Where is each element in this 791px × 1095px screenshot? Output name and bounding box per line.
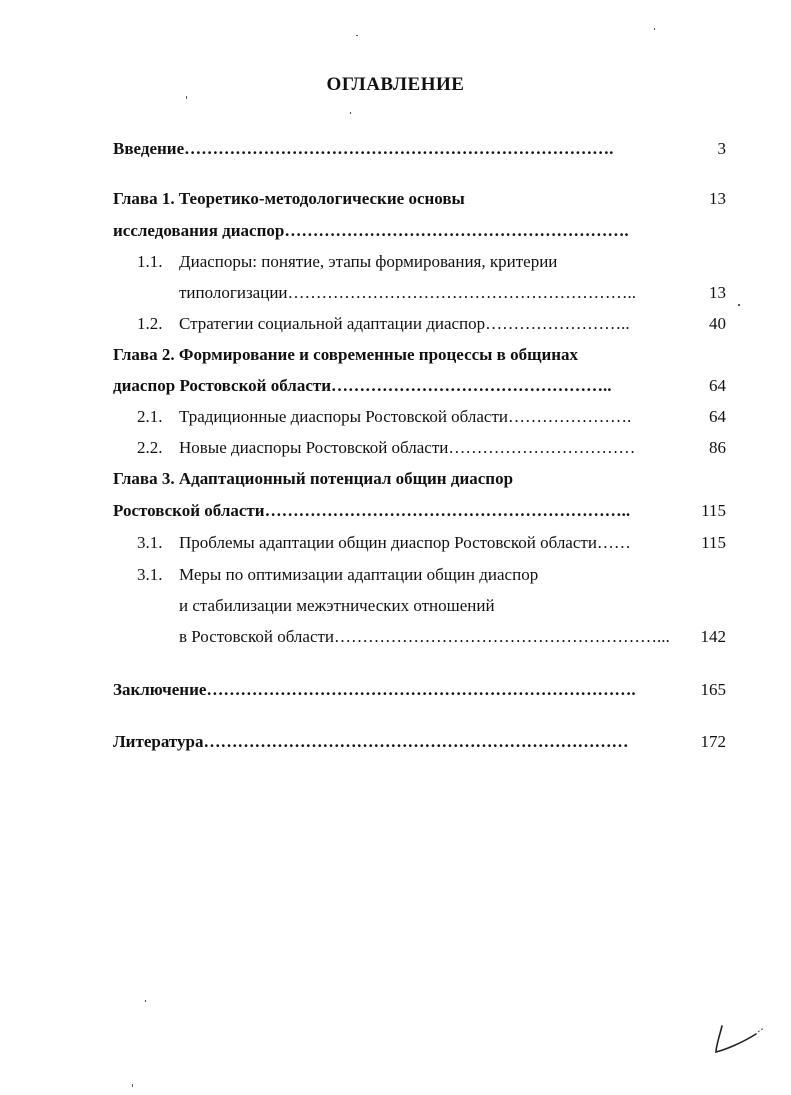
toc-page-number: 13 — [709, 283, 726, 302]
toc-entry-section-3-1: Проблемы адаптации общин диаспор Ростовской области…… — [179, 533, 631, 552]
toc-page-number: 115 — [701, 501, 726, 520]
scan-speck — [145, 1000, 146, 1002]
toc-page-number: 172 — [700, 732, 726, 751]
scan-speck — [186, 96, 187, 99]
toc-page-number: 40 — [709, 314, 726, 333]
page-title: ОГЛАВЛЕНИЕ — [326, 74, 465, 95]
toc-entry-references: Литература………………………………………………………………… — [113, 732, 629, 751]
toc-entry-section-1-1-cont: типологизации…………………………………………………….. — [179, 283, 637, 302]
toc-page-number: 165 — [700, 680, 726, 699]
toc-page-number: 64 — [709, 376, 726, 395]
toc-entry-chapter-3-cont: Ростовской области……………………………………………………….. — [113, 501, 631, 520]
toc-entry-section-2-1: Традиционные диаспоры Ростовской области…………………. — [179, 407, 632, 426]
toc-page-number: 142 — [700, 627, 726, 646]
toc-entry-chapter-1: Глава 1. Теоретико-методологические основы — [113, 189, 465, 208]
toc-entry-chapter-1-cont: исследования диаспор……………………………………………………. — [113, 221, 629, 240]
toc-section-number: 1.1. — [137, 252, 163, 271]
toc-page-number: 115 — [701, 533, 726, 552]
handwritten-mark-icon — [712, 1020, 768, 1060]
toc-page-number: 86 — [709, 438, 726, 457]
scan-speck — [132, 1084, 133, 1087]
toc-entry-section-3-2-cont2: в Ростовской области…………………………………………………... — [179, 627, 670, 646]
toc-section-number: 2.1. — [137, 407, 163, 426]
toc-entry-section-3-2-cont: и стабилизации межэтнических отношений — [179, 596, 495, 615]
scan-speck — [738, 304, 740, 306]
toc-page-number: 64 — [709, 407, 726, 426]
toc-page-number: 13 — [709, 189, 726, 208]
scan-speck — [350, 112, 351, 114]
toc-entry-section-1-1: Диаспоры: понятие, этапы формирования, критерии — [179, 252, 558, 271]
toc-entry-chapter-2-cont: диаспор Ростовской области………………………………………….. — [113, 376, 612, 395]
toc-section-number: 3.1. — [137, 533, 163, 552]
toc-section-number: 1.2. — [137, 314, 163, 333]
toc-entry-conclusion: Заключение…………………………………………………………………. — [113, 680, 636, 699]
scan-speck — [356, 35, 358, 36]
toc-entry-section-3-2: Меры по оптимизации адаптации общин диаспор — [179, 565, 539, 584]
toc-entry-chapter-3: Глава 3. Адаптационный потенциал общин диаспор — [113, 469, 514, 488]
toc-page-number: 3 — [717, 139, 726, 158]
toc-section-number: 3.1. — [137, 565, 163, 584]
scan-speck — [654, 28, 655, 30]
toc-entry-section-1-2: Стратегии социальной адаптации диаспор…………………….. — [179, 314, 630, 333]
toc-entry-introduction: Введение…………………………………………………………………. — [113, 139, 614, 158]
toc-entry-chapter-2: Глава 2. Формирование и современные процессы в общинах — [113, 345, 579, 364]
toc-entry-section-2-2: Новые диаспоры Ростовской области…………………………… — [179, 438, 636, 457]
toc-section-number: 2.2. — [137, 438, 163, 457]
